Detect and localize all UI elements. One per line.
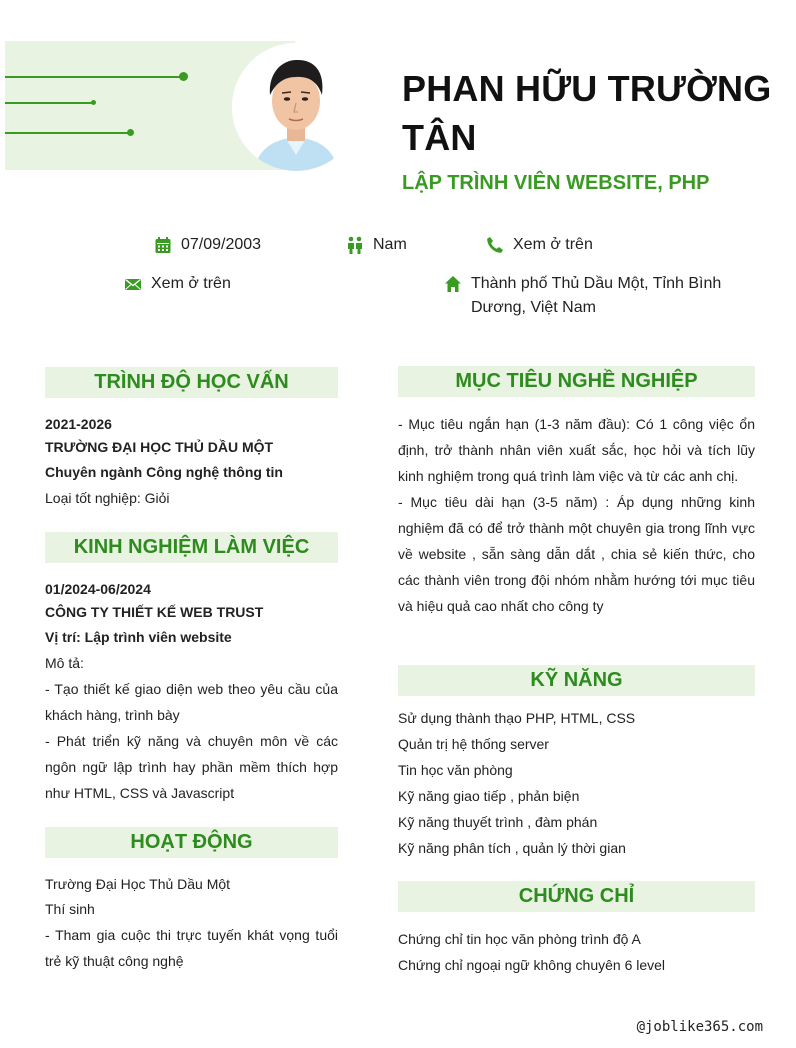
experience-desc-label: Mô tả:	[45, 655, 84, 671]
info-gender	[346, 233, 407, 257]
certificates-list	[398, 926, 755, 978]
decor-line-3	[5, 132, 129, 134]
certificate-item: Chứng chỉ ngoại ngữ không chuyên 6 level	[398, 957, 666, 973]
avatar	[232, 43, 360, 171]
skill-item: Tin học văn phòng	[398, 762, 513, 778]
address-text: Thành phố Thủ Dầu Một, Tỉnh Bình Dương, Việt Nam	[471, 275, 722, 316]
skill-item: Kỹ năng phân tích , quản lý thời gian	[398, 840, 626, 856]
experience-desc-1: - Tạo thiết kế giao diện web theo yêu cầu của khách hàng, trình bày	[45, 681, 338, 723]
activities-detail: - Tham gia cuộc thi trực tuyến khát vọng tuổi trẻ kỹ thuật công nghệ	[45, 927, 338, 969]
activities-heading: HOẠT ĐỘNG	[45, 827, 338, 858]
skill-item: Kỹ năng thuyết trình , đàm phán	[398, 814, 598, 830]
watermark: @joblike365.com	[636, 1019, 763, 1035]
skill-item: Quản trị hệ thống server	[398, 736, 549, 752]
experience-period: 01/2024-06/2024	[45, 581, 151, 597]
activities-org: Trường Đại Học Thủ Dầu Một	[45, 876, 231, 892]
objective-heading: MỤC TIÊU NGHỀ NGHIỆP	[398, 366, 755, 397]
info-address	[444, 272, 734, 320]
education-school: TRƯỜNG ĐẠI HỌC THỦ DẦU MỘT	[45, 439, 274, 455]
education-grade: Loại tốt nghiệp: Giỏi	[45, 490, 170, 506]
candidate-name: PHAN HỮU TRƯỜNG TÂN	[402, 68, 772, 158]
experience-heading: KINH NGHIỆM LÀM VIỆC	[45, 532, 338, 563]
objective-short-term: - Mục tiêu ngắn hạn (1-3 năm đầu): Có 1 công việc ổn định, trở thành nhân viên xuất sắc, học hỏi và tích lũy kinh nghiệm trong quá trình làm việc và từ các anh chị.	[398, 416, 755, 484]
activities-role: Thí sinh	[45, 901, 95, 917]
dob-text: 07/09/2003	[181, 236, 262, 253]
phone-icon	[486, 236, 504, 254]
info-dob	[154, 233, 261, 257]
skill-item: Kỹ năng giao tiếp , phản biện	[398, 788, 580, 804]
certificates-heading: CHỨNG CHỈ	[398, 881, 755, 912]
job-title: LẬP TRÌNH VIÊN WEBSITE, PHP	[402, 172, 710, 194]
decor-dot-3	[127, 129, 134, 136]
skills-heading: KỸ NĂNG	[398, 665, 755, 696]
certificate-item: Chứng chỉ tin học văn phòng trình độ A	[398, 931, 641, 947]
envelope-icon	[124, 275, 142, 293]
experience-company: CÔNG TY THIẾT KẾ WEB TRUST	[45, 604, 264, 620]
decor-dot-2	[91, 100, 96, 105]
info-phone	[486, 233, 593, 257]
decor-dot-1	[179, 72, 188, 81]
experience-position: Vị trí: Lập trình viên website	[45, 629, 232, 645]
profile-photo	[232, 43, 360, 171]
education-period: 2021-2026	[45, 416, 112, 432]
decor-line-1	[5, 76, 183, 78]
email-text: Xem ở trên	[151, 275, 231, 292]
objective-long-term: - Mục tiêu dài hạn (3-5 năm) : Áp dụng những kinh nghiệm đã có để trở thành một chuyên gia trong lĩnh vực về website , sẵn sàng dẫn dắt , chia sẻ kiến thức, cho các thành viên trong đội nhóm nhằm hướng tới mục tiêu và hiệu quả cao nhất cho công ty	[398, 494, 755, 614]
phone-text: Xem ở trên	[513, 236, 593, 253]
gender-text: Nam	[373, 236, 407, 253]
info-email	[124, 272, 231, 296]
experience-desc-2: - Phát triển kỹ năng và chuyên môn về các ngôn ngữ lập trình hay phần mềm thích hợp như HTML, CSS và Javascript	[45, 733, 338, 801]
people-icon	[346, 236, 364, 254]
calendar-icon	[154, 236, 172, 254]
education-major: Chuyên ngành Công nghệ thông tin	[45, 464, 283, 480]
decor-line-2	[5, 102, 93, 104]
home-icon	[444, 275, 462, 293]
skills-list	[398, 705, 755, 861]
skill-item: Sử dụng thành thạo PHP, HTML, CSS	[398, 710, 636, 726]
education-heading: TRÌNH ĐỘ HỌC VẤN	[45, 367, 338, 398]
